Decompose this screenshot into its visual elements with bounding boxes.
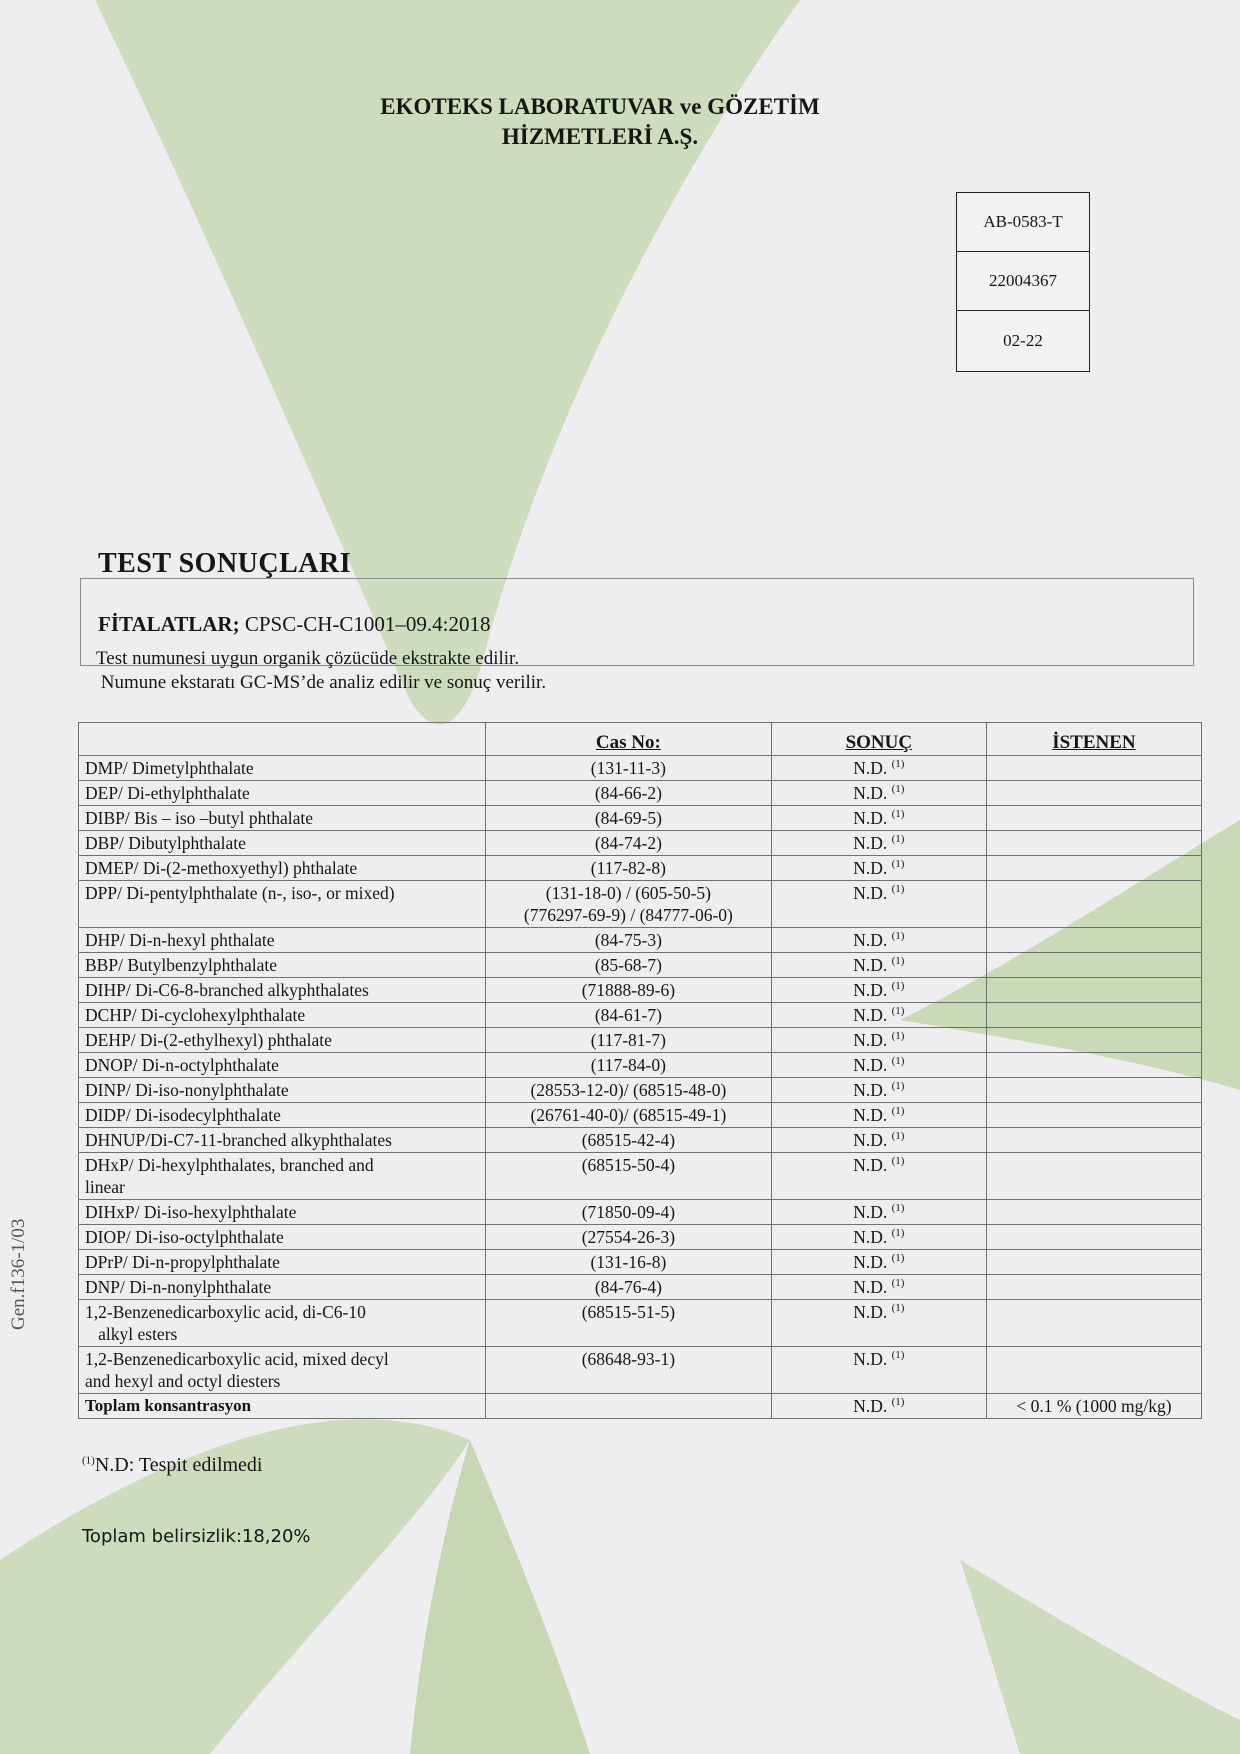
header-name <box>79 723 486 756</box>
table-row <box>79 1153 1202 1200</box>
cas-number <box>485 1003 771 1028</box>
limit-value <box>986 1003 1201 1028</box>
cas-number-text: (131-11-3) <box>590 758 666 778</box>
cas-number <box>485 1225 771 1250</box>
result-footnote-marker: (1) <box>891 930 905 943</box>
table-row <box>79 856 1202 881</box>
uncertainty-note: Toplam belirsizlik:18,20% <box>82 1526 311 1547</box>
result-value <box>771 1300 986 1347</box>
cas-number-text: (117-81-7) <box>590 1030 666 1050</box>
subtitle-method: CPSC-CH-C1001–09.4:2018 <box>239 612 491 636</box>
substance-name-text: DPP/ Di-pentylphthalate (n-, iso-, or mixed) <box>85 883 395 903</box>
cas-number <box>485 1153 771 1200</box>
substance-name-text: DEHP/ Di-(2-ethylhexyl) phthalate <box>85 1030 332 1050</box>
table-header-row <box>79 723 1202 756</box>
limit-value <box>986 953 1201 978</box>
result-value <box>771 1225 986 1250</box>
result-value <box>771 1053 986 1078</box>
cas-number-text: (68515-42-4) <box>581 1130 676 1150</box>
result-value <box>771 1078 986 1103</box>
desc-line-1: Test numunesi uygun organik çözücüde ekstrakte edilir. <box>96 648 520 669</box>
footnote-text: N.D: Tespit edilmedi <box>94 1454 263 1476</box>
substance-name-text-cont: alkyl esters <box>85 1324 178 1344</box>
result-text: N.D. <box>853 858 888 878</box>
limit-value <box>986 881 1201 928</box>
cas-number <box>485 1053 771 1078</box>
total-limit <box>986 1394 1201 1419</box>
substance-name-text: DNOP/ Di-n-octylphthalate <box>85 1055 279 1075</box>
result-value <box>771 1003 986 1028</box>
cas-number-text: (131-16-8) <box>590 1252 667 1272</box>
result-footnote-marker: (1) <box>891 1080 905 1093</box>
cas-number-text: (85-68-7) <box>594 955 662 975</box>
result-footnote-marker: (1) <box>891 1202 905 1215</box>
substance-name <box>79 781 486 806</box>
cas-number-text: (84-69-5) <box>594 808 662 828</box>
substance-name <box>79 953 486 978</box>
result-footnote-marker: (1) <box>891 1155 905 1168</box>
cas-number-text: (71850-09-4) <box>581 1202 676 1222</box>
total-footnote-marker: (1) <box>891 1396 905 1409</box>
result-text: N.D. <box>853 783 888 803</box>
result-value <box>771 756 986 781</box>
substance-name-text: DPrP/ Di-n-propylphthalate <box>85 1252 280 1272</box>
method-subtitle <box>98 612 490 637</box>
result-text: N.D. <box>853 1252 888 1272</box>
substance-name <box>79 881 486 928</box>
substance-name <box>79 1053 486 1078</box>
substance-name <box>79 978 486 1003</box>
substance-name-text: DIHP/ Di-C6-8-branched alkyphthalates <box>85 980 369 1000</box>
cas-number-text: (84-66-2) <box>594 783 662 803</box>
result-value <box>771 978 986 1003</box>
result-text: N.D. <box>853 1130 888 1150</box>
result-value <box>771 1153 986 1200</box>
footnote <box>82 1454 262 1477</box>
result-footnote-marker: (1) <box>891 1302 905 1315</box>
limit-value <box>986 1128 1201 1153</box>
result-footnote-marker: (1) <box>891 783 905 796</box>
lab-name-line2: HİZMETLERİ A.Ş. <box>501 124 699 149</box>
cas-number-text: (84-76-4) <box>594 1277 662 1297</box>
substance-name-text: DINP/ Di-iso-nonylphthalate <box>85 1080 289 1100</box>
substance-name <box>79 1003 486 1028</box>
substance-name <box>79 1103 486 1128</box>
cas-number <box>485 1128 771 1153</box>
result-text: N.D. <box>853 930 888 950</box>
footnote-sup: (1) <box>82 1454 95 1467</box>
result-footnote-marker: (1) <box>891 1005 905 1018</box>
cas-number-text-cont: (776297-69-9) / (84777-06-0) <box>523 905 733 925</box>
limit-value <box>986 1053 1201 1078</box>
accreditation-code: AB-0583-T <box>957 193 1089 252</box>
result-footnote-marker: (1) <box>891 1130 905 1143</box>
result-footnote-marker: (1) <box>891 1227 905 1240</box>
substance-name <box>79 1078 486 1103</box>
table-row <box>79 1103 1202 1128</box>
result-value <box>771 1347 986 1394</box>
result-footnote-marker: (1) <box>891 1030 905 1043</box>
cas-number <box>485 928 771 953</box>
substance-name <box>79 1250 486 1275</box>
result-footnote-marker: (1) <box>891 833 905 846</box>
cas-number-text: (68515-51-5) <box>581 1302 676 1322</box>
substance-name-text: 1,2-Benzenedicarboxylic acid, mixed decyl <box>85 1349 389 1369</box>
table-row <box>79 1200 1202 1225</box>
report-date: 02-22 <box>1003 330 1043 350</box>
cas-number-text: (84-61-7) <box>594 1005 662 1025</box>
cas-number <box>485 1250 771 1275</box>
table-row <box>79 1347 1202 1394</box>
limit-value <box>986 1153 1201 1200</box>
lab-name-line1: EKOTEKS LABORATUVAR ve GÖZETİM <box>380 94 820 119</box>
limit-value <box>986 1300 1201 1347</box>
cas-number <box>485 1103 771 1128</box>
substance-name-text: DIBP/ Bis – iso –butyl phthalate <box>85 808 313 828</box>
cas-number <box>485 1028 771 1053</box>
limit-value <box>986 1103 1201 1128</box>
result-value <box>771 1128 986 1153</box>
limit-value <box>986 1250 1201 1275</box>
table-row <box>79 1053 1202 1078</box>
limit-value <box>986 856 1201 881</box>
result-text: N.D. <box>853 1080 888 1100</box>
limit-value <box>986 978 1201 1003</box>
desc-line-2: Numune ekstaratı GC-MS’de analiz edilir ve sonuç verilir. <box>96 672 547 693</box>
cas-number <box>485 1275 771 1300</box>
cas-number-text: (117-84-0) <box>590 1055 666 1075</box>
limit-value <box>986 1078 1201 1103</box>
table-row <box>79 781 1202 806</box>
section-title: TEST SONUÇLARI <box>98 548 352 579</box>
table-row <box>79 1028 1202 1053</box>
total-limit-text: < 0.1 % (1000 mg/kg) <box>1016 1396 1172 1416</box>
cas-number-text: (84-74-2) <box>594 833 662 853</box>
subtitle-bold: FİTALATLAR; <box>98 612 240 636</box>
result-footnote-marker: (1) <box>891 758 905 771</box>
cas-number <box>485 881 771 928</box>
result-value <box>771 953 986 978</box>
result-footnote-marker: (1) <box>891 1349 905 1362</box>
cas-number-text: (131-18-0) / (605-50-5) <box>545 883 711 903</box>
result-value <box>771 856 986 881</box>
substance-name <box>79 756 486 781</box>
cas-number-text: (26761-40-0)/ (68515-49-1) <box>530 1105 727 1125</box>
table-row <box>79 1225 1202 1250</box>
result-text: N.D. <box>853 1030 888 1050</box>
reference-box <box>956 192 1090 372</box>
lab-name-header <box>330 92 870 152</box>
cas-number <box>485 806 771 831</box>
limit-value <box>986 1028 1201 1053</box>
result-text: N.D. <box>853 1277 888 1297</box>
substance-name <box>79 1200 486 1225</box>
substance-name-text-cont: linear <box>85 1177 125 1197</box>
result-value <box>771 806 986 831</box>
substance-name-text-cont: and hexyl and octyl diesters <box>85 1371 281 1391</box>
result-text: N.D. <box>853 808 888 828</box>
limit-value <box>986 781 1201 806</box>
cas-number-text: (28553-12-0)/ (68515-48-0) <box>530 1080 727 1100</box>
result-text: N.D. <box>853 883 888 903</box>
substance-name <box>79 1300 486 1347</box>
cas-number <box>485 781 771 806</box>
result-value <box>771 831 986 856</box>
cas-number-text: (84-75-3) <box>594 930 662 950</box>
total-label <box>79 1394 486 1419</box>
result-text: N.D. <box>853 1302 888 1322</box>
table-row <box>79 1250 1202 1275</box>
result-value <box>771 1250 986 1275</box>
cas-number <box>485 953 771 978</box>
substance-name-text: DHP/ Di-n-hexyl phthalate <box>85 930 275 950</box>
substance-name <box>79 928 486 953</box>
table-row <box>79 756 1202 781</box>
result-text: N.D. <box>853 1005 888 1025</box>
result-footnote-marker: (1) <box>891 1277 905 1290</box>
header-limit: İSTENEN <box>986 723 1201 756</box>
total-row <box>79 1394 1202 1419</box>
result-text: N.D. <box>853 1055 888 1075</box>
cas-number <box>485 756 771 781</box>
result-text: N.D. <box>853 1349 888 1369</box>
table-row <box>79 831 1202 856</box>
result-text: N.D. <box>853 980 888 1000</box>
limit-value <box>986 1225 1201 1250</box>
total-result-text: N.D. <box>853 1396 888 1416</box>
cas-number <box>485 1200 771 1225</box>
cas-number <box>485 1347 771 1394</box>
substance-name-text: DHxP/ Di-hexylphthalates, branched and <box>85 1155 374 1175</box>
header-result: SONUÇ <box>771 723 986 756</box>
limit-value <box>986 1347 1201 1394</box>
result-value <box>771 928 986 953</box>
result-footnote-marker: (1) <box>891 1105 905 1118</box>
substance-name-text: DMP/ Dimetylphthalate <box>85 758 254 778</box>
table-row <box>79 1003 1202 1028</box>
substance-name <box>79 1028 486 1053</box>
result-footnote-marker: (1) <box>891 883 905 896</box>
cas-number <box>485 831 771 856</box>
results-table <box>78 722 1202 1419</box>
result-text: N.D. <box>853 758 888 778</box>
result-footnote-marker: (1) <box>891 1055 905 1068</box>
substance-name <box>79 1275 486 1300</box>
table-row <box>79 978 1202 1003</box>
substance-name-text: DNP/ Di-n-nonylphthalate <box>85 1277 272 1297</box>
result-value <box>771 781 986 806</box>
result-text: N.D. <box>853 1105 888 1125</box>
limit-value <box>986 831 1201 856</box>
substance-name <box>79 1128 486 1153</box>
method-description <box>96 647 546 695</box>
table-row <box>79 953 1202 978</box>
cas-number-text: (68515-50-4) <box>581 1155 676 1175</box>
substance-name <box>79 1153 486 1200</box>
limit-value <box>986 756 1201 781</box>
result-footnote-marker: (1) <box>891 858 905 871</box>
form-code: Gen.f136-1/03 <box>8 1218 29 1330</box>
substance-name-text: DBP/ Dibutylphthalate <box>85 833 246 853</box>
substance-name <box>79 1225 486 1250</box>
table-row <box>79 1275 1202 1300</box>
cas-number-text: (117-82-8) <box>590 858 666 878</box>
substance-name <box>79 856 486 881</box>
cas-number-text: (68648-93-1) <box>581 1349 676 1369</box>
cas-number <box>485 978 771 1003</box>
limit-value <box>986 928 1201 953</box>
result-value <box>771 1200 986 1225</box>
result-value <box>771 1028 986 1053</box>
result-text: N.D. <box>853 1227 888 1247</box>
cas-number <box>485 1300 771 1347</box>
result-value <box>771 1103 986 1128</box>
cas-number-text: (27554-26-3) <box>581 1227 676 1247</box>
result-text: N.D. <box>853 1202 888 1222</box>
substance-name-text: DIOP/ Di-iso-octylphthalate <box>85 1227 284 1247</box>
substance-name-text: DEP/ Di-ethylphthalate <box>85 783 250 803</box>
substance-name-text: DIHxP/ Di-iso-hexylphthalate <box>85 1202 297 1222</box>
table-row <box>79 881 1202 928</box>
substance-name <box>79 1347 486 1394</box>
limit-value <box>986 1275 1201 1300</box>
cas-number-text: (71888-89-6) <box>581 980 676 1000</box>
limit-value <box>986 1200 1201 1225</box>
substance-name-text: 1,2-Benzenedicarboxylic acid, di-C6-10 <box>85 1302 366 1322</box>
substance-name-text: DHNUP/Di-C7-11-branched alkyphthalates <box>85 1130 392 1150</box>
total-cas <box>485 1394 771 1419</box>
report-number: 22004367 <box>957 252 1089 311</box>
result-text: N.D. <box>853 1155 888 1175</box>
result-footnote-marker: (1) <box>891 1252 905 1265</box>
result-footnote-marker: (1) <box>891 955 905 968</box>
substance-name-text: DIDP/ Di-isodecylphthalate <box>85 1105 281 1125</box>
limit-value <box>986 806 1201 831</box>
total-label-text: Toplam konsantrasyon <box>85 1396 252 1415</box>
substance-name-text: DMEP/ Di-(2-methoxyethyl) phthalate <box>85 858 358 878</box>
table-row <box>79 1300 1202 1347</box>
substance-name <box>79 806 486 831</box>
table-row <box>79 1128 1202 1153</box>
result-text: N.D. <box>853 955 888 975</box>
table-row <box>79 1078 1202 1103</box>
results-body <box>79 756 1202 1419</box>
table-row <box>79 928 1202 953</box>
substance-name-text: BBP/ Butylbenzylphthalate <box>85 955 277 975</box>
table-row <box>79 806 1202 831</box>
cas-number <box>485 1078 771 1103</box>
result-footnote-marker: (1) <box>891 808 905 821</box>
result-value <box>771 881 986 928</box>
cas-number <box>485 856 771 881</box>
result-footnote-marker: (1) <box>891 980 905 993</box>
total-result <box>771 1394 986 1419</box>
substance-name-text: DCHP/ Di-cyclohexylphthalate <box>85 1005 306 1025</box>
header-cas: Cas No: <box>485 723 771 756</box>
substance-name <box>79 831 486 856</box>
result-text: N.D. <box>853 833 888 853</box>
result-value <box>771 1275 986 1300</box>
